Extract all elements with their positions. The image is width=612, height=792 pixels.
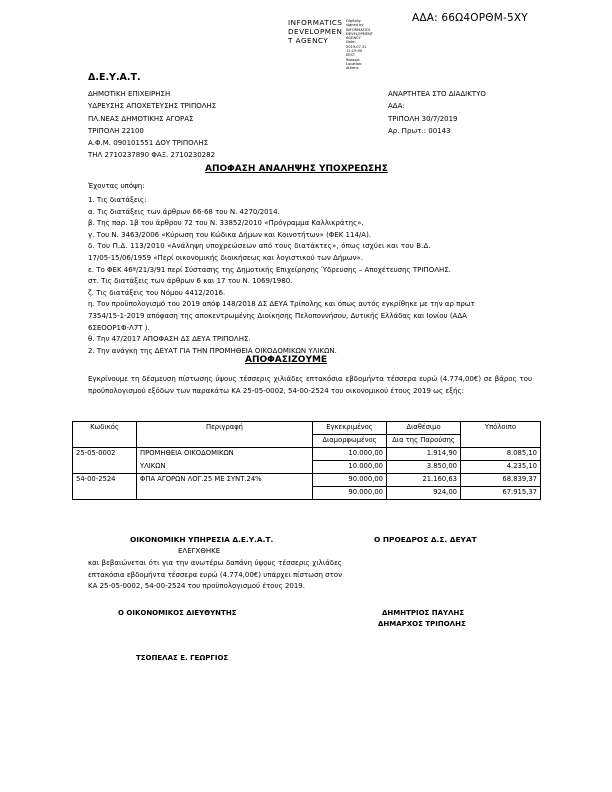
checked-label: ΕΛΕΓΧΘΗΚΕ	[178, 547, 221, 555]
stamp-sig-line: Reason:	[346, 57, 361, 62]
org-line: ΔΗΜΟΤΙΚΗ ΕΠΙΧΕΙΡΗΣΗ	[88, 90, 171, 98]
stamp-signature-details	[346, 19, 373, 71]
cell-code	[73, 487, 137, 500]
col-header-desc: Περιγραφή	[137, 422, 313, 435]
posting-line: ΑΔΑ:	[388, 102, 405, 111]
col-header-code: Κωδικός	[73, 422, 137, 435]
consideration-item: 17/05-15/06/1959 «Περί οικονομικής διοικήσεως και λογιστικού των Δήμων».	[88, 253, 364, 262]
col-header-available: Διαθέσιμο	[387, 422, 461, 435]
consideration-item: 6ΣΕΟΟΡ1Φ-Λ7Τ ).	[88, 323, 150, 332]
consideration-item: δ. Του Π.Δ. 113/2010 «Ανάληψη υποχρεώσεων από τους διατάκτες», όπως ισχύει και του Β.Δ.	[88, 242, 431, 251]
cell-approved: 90.000,00	[313, 487, 387, 500]
consideration-item: β. Της παρ. 1β του άρθρου 72 του Ν. 3385​2/2010 «Πρόγραμμα Καλλικράτης».	[88, 219, 364, 228]
stamp-sig-line: Date: 2019.07.31 11:19:00	[346, 40, 367, 54]
stamp-sig-line: Digitally signed by	[346, 19, 364, 28]
cell-available: 1.914,90	[387, 448, 461, 461]
cell-remaining: 4.235,10	[461, 461, 541, 474]
col-header-remaining: Υπόλοιπο	[461, 422, 541, 435]
org-address-block	[88, 88, 216, 162]
cell-available: 924,00	[387, 487, 461, 500]
consideration-item: 2. Την ανάγκη της ΔΕΥΑΤ ΓΙΑ ΤΗΝ ΠΡΟΜΗΘΕΙΑ ΟΙΚΟΔΟΜΙΚΩΝ ΥΛΙΚΩΝ.	[88, 346, 337, 355]
finance-director-name: ΤΣΟΠΕΛΑΣ Ε. ΓΕΩΡΓΙΟΣ	[136, 654, 229, 662]
org-title: Δ.Ε.Υ.Α.Τ.	[88, 72, 141, 83]
posting-line: Αρ. Πρωτ.: 00143	[388, 126, 451, 135]
stamp-sig-line: EEST	[346, 53, 356, 58]
col-subheader-available: Δια της Παρούσης	[387, 435, 461, 448]
col-subheader-approved: Διαμορφωμένος	[313, 435, 387, 448]
org-line: ΠΛ.ΝΕΑΣ ΔΗΜΟΤΙΚΗΣ ΑΓΟΡΑΣ	[88, 114, 194, 123]
intro-text: Έχοντας υπόψη:	[88, 182, 145, 190]
finance-service-title: ΟΙΚΟΝΟΜΙΚΗ ΥΠΗΡΕΣΙΑ Δ.Ε.Υ.Α.Τ.	[130, 535, 274, 544]
president-name: ΔΗΜΗΤΡΙΟΣ ΠΑΥΛΗΣ	[382, 609, 465, 617]
cell-approved: 10.000,00	[313, 448, 387, 461]
col-header-approved: Εγκεκριμένος	[313, 422, 387, 435]
cell-desc: ΥΛΙΚΩΝ	[137, 461, 313, 474]
consideration-item: ε. Το ΦΕΚ 46ª/21/3/91 περί Σύστασης της Δημοτικής Επιχείρησης Ύδρευσης – Αποχέτευσης ΤΡΙΠΟΛΗΣ.	[88, 265, 451, 274]
table-row	[73, 487, 541, 500]
org-line: ΤΡΙΠΟΛΗ 22100	[88, 126, 144, 135]
consideration-item: 1. Τις διατάξεις:	[88, 196, 147, 204]
consideration-item: ζ. Τις διατάξεις του Νόμου 4412/2016.	[88, 288, 226, 297]
finance-director-title: Ο ΟΙΚΟΝΟΜΙΚΟΣ ΔΙΕΥΘΥΝΤΗΣ	[118, 609, 237, 617]
budget-table	[72, 421, 541, 500]
cell-remaining: 8.085,10	[461, 448, 541, 461]
table-row	[73, 474, 541, 487]
empty-cell	[73, 435, 137, 448]
org-line: ΤΗΛ 2710237890 ΦΑΞ. 2710230282	[88, 151, 216, 160]
considerations-list	[88, 195, 475, 357]
cell-available: 3.850,00	[387, 461, 461, 474]
table-subheader-row	[73, 435, 541, 448]
finance-confirmation-text: και βεβαιώνεται ότι για την ανωτέρω δαπάνη ύψους τέσσερις χιλιάδες επτακόσια εβδομήντα τέσσερα ευρώ (4.774,00€) υπάρχει πίστωση στον ΚΑ 25-05-0002, 54-00-2524 του προϋπολογισμού έτους 2019.	[88, 559, 342, 591]
decision-text: Εγκρίνουμε τη δέσμευση πίστωσης ύψους τέσσερις χιλιάδες επτακόσια εβδομήντα τέσσερα ευρώ (4.774,00€) σε βάρος του προϋπολογισμού εξόδων των παρακάτω ΚΑ 25-05-0002, 54-00-2524 του οικονομικού έτους 2019 ως εξής:	[88, 375, 532, 395]
cell-remaining: 68.839,37	[461, 474, 541, 487]
stamp-sig-line: DEVELOPMENT AGENCY	[346, 31, 373, 41]
consideration-item: γ. Του Ν. 3463/2006 «Κύρωση του Κώδικα Δήμων και Κοινοτήτων» (ΦΕΚ 114/Α).	[88, 230, 372, 239]
president-role: ΔΗΜΑΡΧΟΣ ΤΡΙΠΟΛΗΣ	[378, 620, 466, 628]
cell-desc: ΠΡΟΜΗΘΕΙΑ ΟΙΚΟΔΟΜΙΚΩΝ	[137, 448, 313, 461]
decision-heading: ΑΠΟΦΑΣΙΖΟΥΜΕ	[245, 355, 328, 365]
table-row	[73, 461, 541, 474]
consideration-item: στ. Τις διατάξεις των άρθρων 6 και 17 του Ν. 1069/1980.	[88, 277, 293, 286]
cell-remaining: 67.915,37	[461, 487, 541, 500]
stamp-org-line: DEVELOPMEN	[288, 27, 343, 36]
cell-desc	[137, 487, 313, 500]
org-line: Α.Φ.Μ. 090101551 ΔΟΥ ΤΡΙΠΟΛΗΣ	[88, 139, 209, 148]
stamp-sig-line: Location: Athens	[346, 61, 363, 71]
table-row	[73, 448, 541, 461]
president-title: Ο ΠΡΟΕΔΡΟΣ Δ.Σ. ΔΕΥΑΤ	[374, 535, 477, 544]
cell-desc: ΦΠΑ ΑΓΟΡΩΝ ΛΟΓ.25 ΜΕ ΣΥΝΤ.24%	[137, 474, 313, 487]
stamp-org-line: T AGENCY	[288, 36, 329, 45]
stamp-org-name	[288, 18, 342, 45]
cell-approved: 90.000,00	[313, 474, 387, 487]
cell-code: 54-00-2524	[73, 474, 137, 487]
stamp-sig-line: INFORMATICS	[346, 27, 371, 32]
posting-line: ΤΡΙΠΟΛΗ 30/7/2019	[388, 114, 458, 123]
table-header-row	[73, 422, 541, 435]
document-title: ΑΠΟΦΑΣΗ ΑΝΑΛΗΨΗΣ ΥΠΟΧΡΕΩΣΗΣ	[205, 164, 388, 174]
ada-code: ΑΔΑ: 66Ω4ΟΡΘΜ-5ΧΥ	[412, 12, 528, 24]
posting-line: ΑΝΑΡΤΗΤΕΑ ΣΤΟ ΔΙΑΔΙΚΤΥΟ	[388, 90, 486, 98]
consideration-item: θ. Την 47/2017 ΑΠΟΦΑΣΗ ΔΣ ΔΕΥΑ ΤΡΙΠΟΛΗΣ.	[88, 335, 251, 344]
empty-cell	[461, 435, 541, 448]
cell-available: 21.160,63	[387, 474, 461, 487]
consideration-item: 7354/15-1-2019 απόφαση της αποκεντρωμένης Διοίκησης Πελοποννήσου, Δυτικής Ελλάδας και Ιονίου (ΑΔΑ	[88, 311, 467, 320]
cell-approved: 10.000,00	[313, 461, 387, 474]
posting-info-block	[388, 88, 486, 137]
org-line: ΥΔΡΕΥΣΗΣ ΑΠΟΧΕΤΕΥΣΗΣ ΤΡΙΠΟΛΗΣ	[88, 102, 217, 111]
consideration-item: α. Τις διατάξεις των άρθρων 66-68 του Ν. 4270/2014.	[88, 207, 280, 216]
stamp-org-line: INFORMATICS	[288, 18, 343, 27]
cell-code	[73, 461, 137, 474]
cell-code: 25-05-0002	[73, 448, 137, 461]
consideration-item: η. Τον προϋπολογισμό του 2019 απόφ 148/2018 ΔΣ ΔΕΥΑ Τρίπολης και όπως αυτός εγκρίθηκε με την αρ πρωτ	[88, 300, 475, 309]
empty-cell	[137, 435, 313, 448]
